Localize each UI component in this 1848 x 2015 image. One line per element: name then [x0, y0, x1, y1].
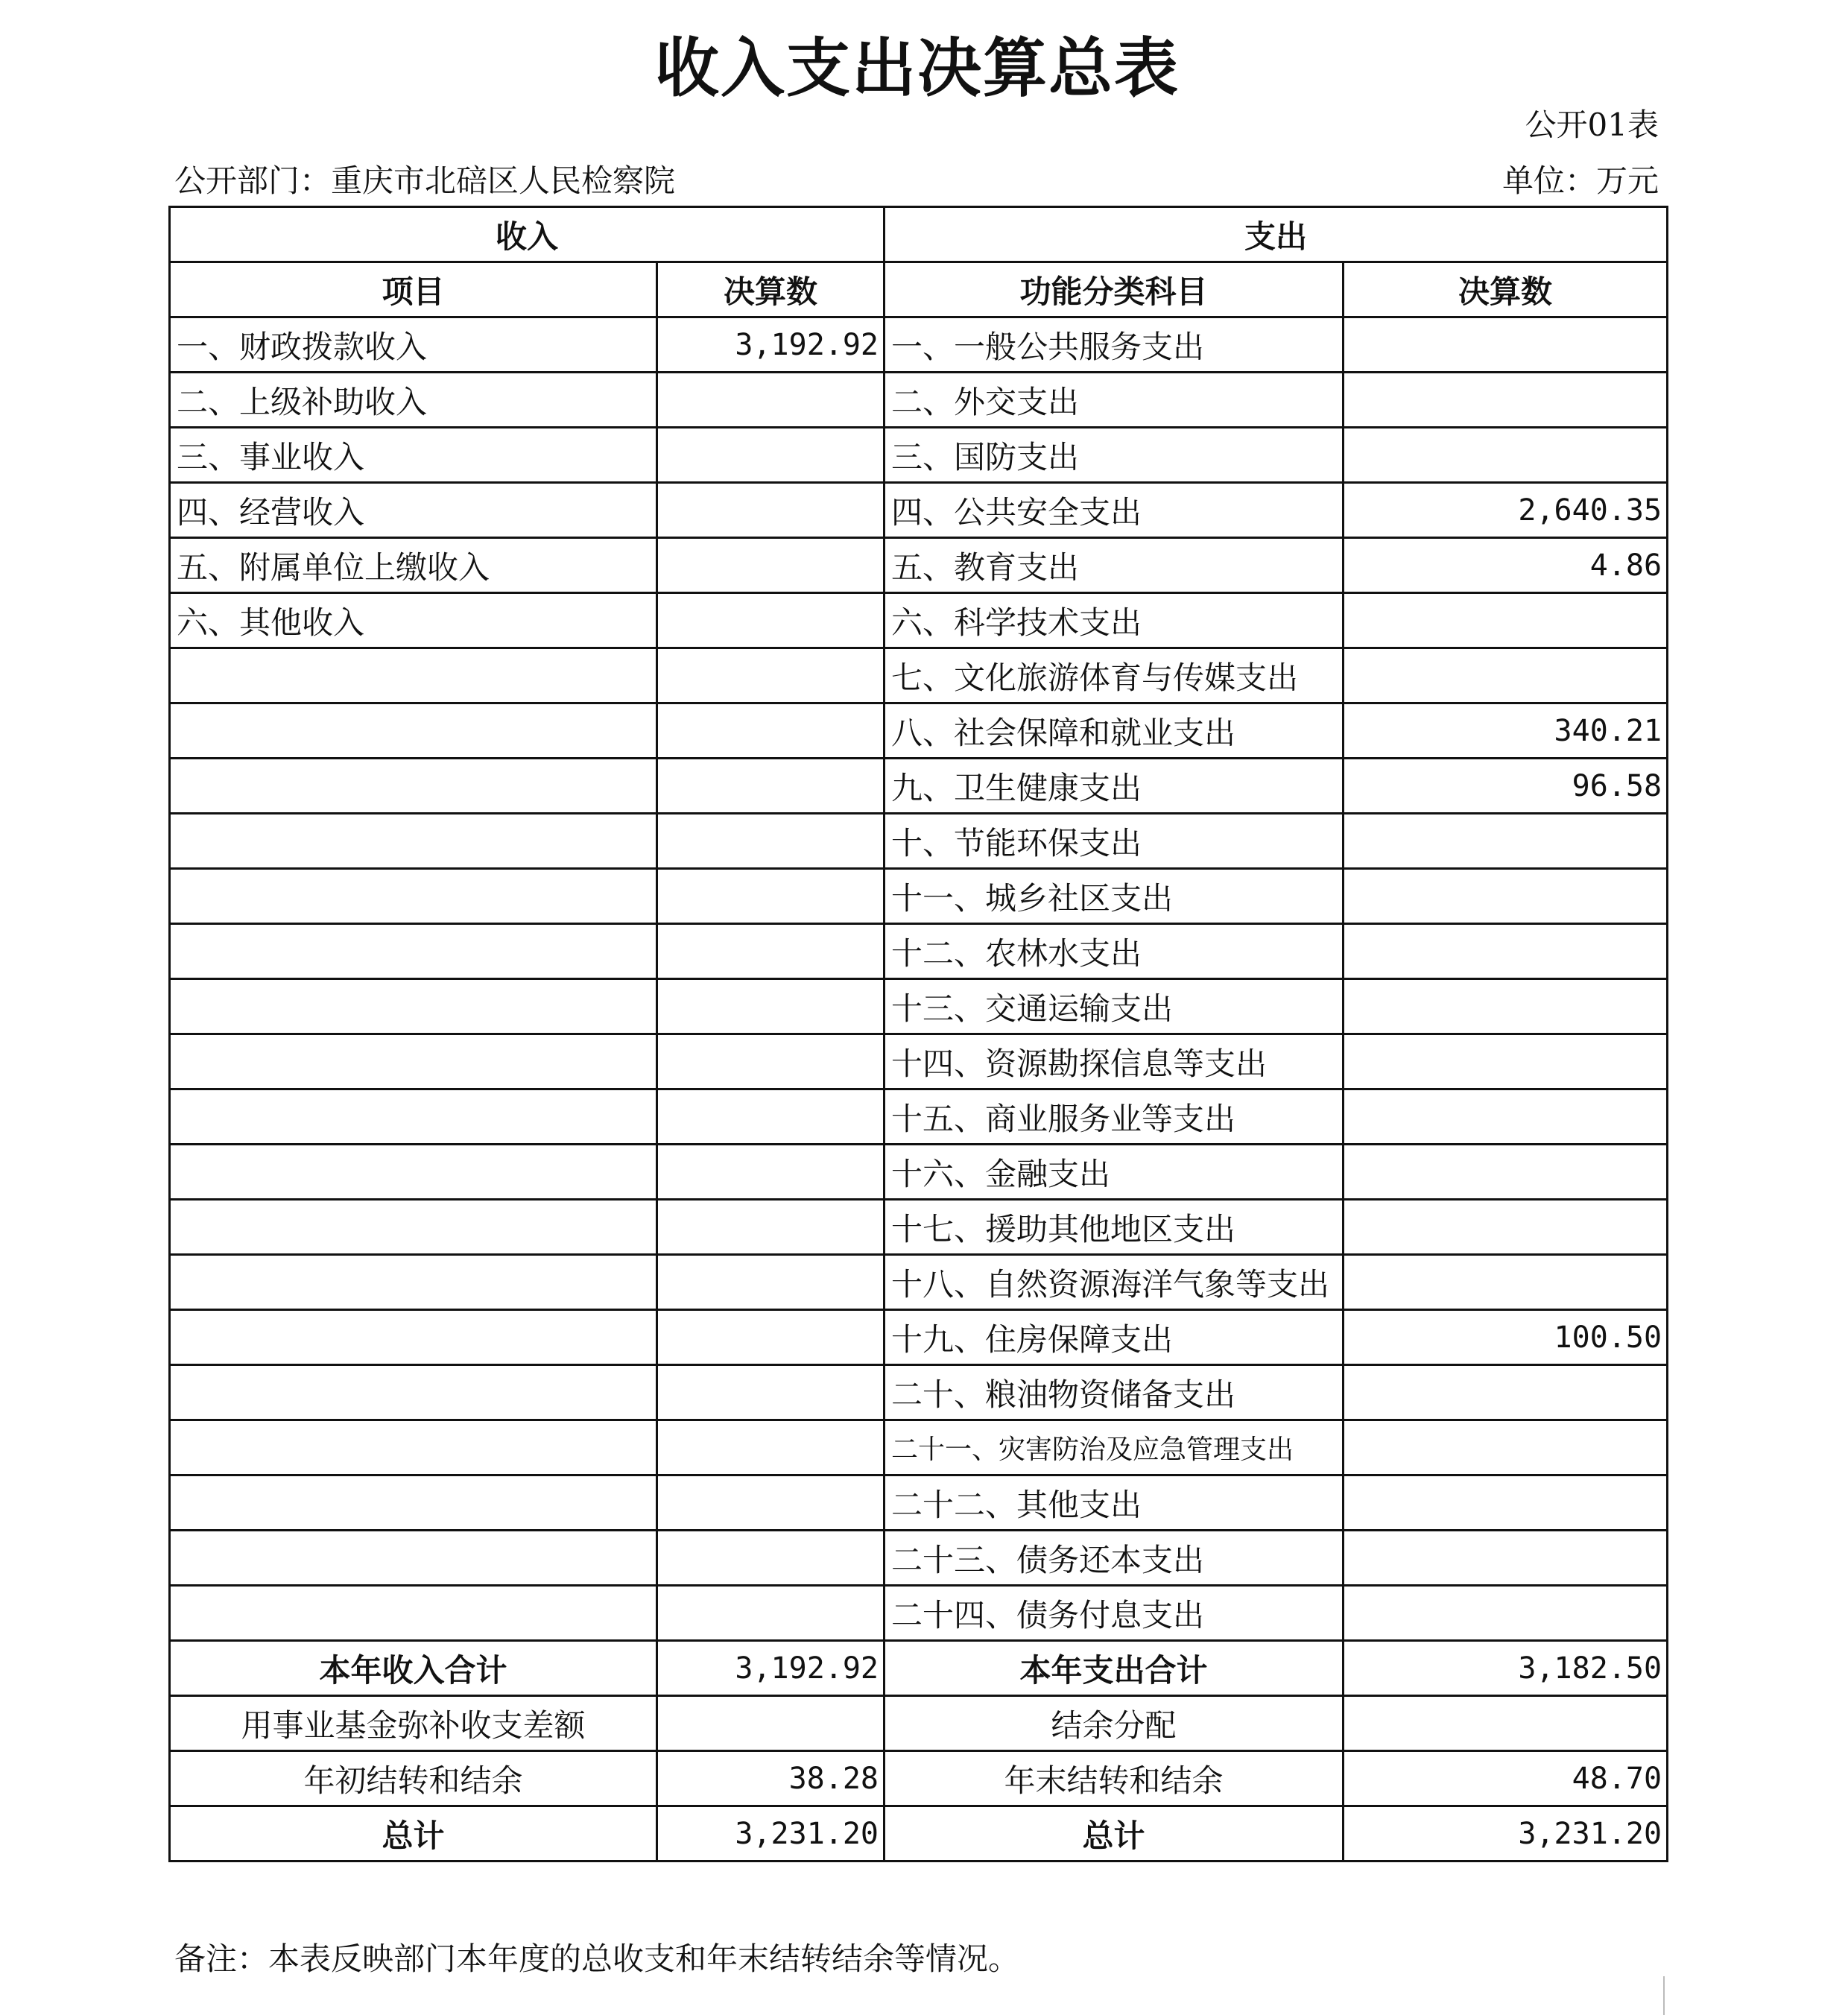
expense-item: 十三、交通运输支出 — [885, 979, 1344, 1034]
summary-income-amount: 3,192.92 — [657, 1641, 885, 1696]
expense-amount — [1344, 648, 1668, 703]
income-amount — [657, 1200, 885, 1255]
table-row — [170, 979, 1668, 1034]
income-item: 五、附属单位上缴收入 — [170, 538, 657, 593]
table-row — [170, 593, 1668, 648]
expense-amount — [1344, 1089, 1668, 1145]
table-row — [170, 1475, 1668, 1531]
expense-item: 十四、资源勘探信息等支出 — [885, 1034, 1344, 1089]
expense-amount — [1344, 1365, 1668, 1420]
income-amount — [657, 924, 885, 979]
summary-row — [170, 1806, 1668, 1861]
page-title: 收入支出决算总表 — [655, 31, 1180, 106]
expense-amount — [1344, 1200, 1668, 1255]
footnote: 备注：本表反映部门本年度的总收支和年末结转结余等情况。 — [174, 1940, 1020, 1977]
table-row — [170, 1531, 1668, 1586]
income-amount — [657, 703, 885, 759]
expense-amount — [1344, 1034, 1668, 1089]
income-amount — [657, 538, 885, 593]
function-header: 功能分类科目 — [885, 262, 1344, 317]
expense-amount — [1344, 869, 1668, 924]
table-row — [170, 759, 1668, 814]
summary-expense-label: 结余分配 — [885, 1696, 1344, 1751]
summary-row — [170, 1641, 1668, 1696]
expense-amount: 2,640.35 — [1344, 483, 1668, 538]
income-amount — [657, 1089, 885, 1145]
table-row — [170, 1255, 1668, 1310]
table-row — [170, 538, 1668, 593]
income-amount — [657, 759, 885, 814]
table-row — [170, 869, 1668, 924]
table-row — [170, 1089, 1668, 1145]
expense-amount — [1344, 593, 1668, 648]
expense-item: 二、外交支出 — [885, 373, 1344, 428]
income-item — [170, 814, 657, 869]
income-item — [170, 1365, 657, 1420]
budget-table — [168, 206, 1668, 1862]
summary-expense-amount — [1344, 1696, 1668, 1751]
amount-header: 决算数 — [657, 262, 885, 317]
income-amount — [657, 1310, 885, 1365]
expense-amount — [1344, 1475, 1668, 1531]
income-amount — [657, 483, 885, 538]
expense-item: 八、社会保障和就业支出 — [885, 703, 1344, 759]
expense-amount — [1344, 1255, 1668, 1310]
expense-amount — [1344, 373, 1668, 428]
summary-expense-amount: 3,231.20 — [1344, 1806, 1668, 1861]
expense-item: 九、卫生健康支出 — [885, 759, 1344, 814]
income-item — [170, 1200, 657, 1255]
summary-row — [170, 1751, 1668, 1806]
expense-item: 十九、住房保障支出 — [885, 1310, 1344, 1365]
summary-income-label: 用事业基金弥补收支差额 — [170, 1696, 657, 1751]
income-amount — [657, 1034, 885, 1089]
expense-amount: 100.50 — [1344, 1310, 1668, 1365]
income-item: 一、财政拨款收入 — [170, 317, 657, 373]
expense-item: 二十四、债务付息支出 — [885, 1586, 1344, 1641]
expense-amount: 96.58 — [1344, 759, 1668, 814]
income-item — [170, 703, 657, 759]
table-row — [170, 1034, 1668, 1089]
expense-amount — [1344, 924, 1668, 979]
amount-header-2: 决算数 — [1344, 262, 1668, 317]
income-item — [170, 1531, 657, 1586]
income-item — [170, 759, 657, 814]
unit-label: 单位：万元 — [1502, 162, 1659, 199]
summary-income-label: 年初结转和结余 — [170, 1751, 657, 1806]
income-item — [170, 1310, 657, 1365]
income-amount — [657, 1531, 885, 1586]
income-item: 四、经营收入 — [170, 483, 657, 538]
table-row — [170, 483, 1668, 538]
expense-item: 十六、金融支出 — [885, 1145, 1344, 1200]
expense-amount — [1344, 979, 1668, 1034]
expense-item: 二十二、其他支出 — [885, 1475, 1344, 1531]
expense-amount — [1344, 1531, 1668, 1586]
page-edge-divider — [1663, 1976, 1665, 2015]
income-amount — [657, 1475, 885, 1531]
income-item — [170, 648, 657, 703]
income-item: 六、其他收入 — [170, 593, 657, 648]
income-header: 收入 — [170, 207, 885, 262]
expense-item: 十一、城乡社区支出 — [885, 869, 1344, 924]
summary-row — [170, 1696, 1668, 1751]
expense-amount — [1344, 317, 1668, 373]
summary-income-amount: 3,231.20 — [657, 1806, 885, 1861]
table-row — [170, 1586, 1668, 1641]
income-amount — [657, 1255, 885, 1310]
summary-income-label: 总计 — [170, 1806, 657, 1861]
table-row — [170, 1310, 1668, 1365]
summary-expense-amount: 48.70 — [1344, 1751, 1668, 1806]
table-row — [170, 317, 1668, 373]
income-amount — [657, 814, 885, 869]
table-row — [170, 1145, 1668, 1200]
table-row — [170, 1365, 1668, 1420]
expense-item: 二十一、灾害防治及应急管理支出 — [885, 1420, 1344, 1475]
expense-item: 十二、农林水支出 — [885, 924, 1344, 979]
table-row — [170, 924, 1668, 979]
expense-item: 四、公共安全支出 — [885, 483, 1344, 538]
income-item — [170, 1586, 657, 1641]
income-item — [170, 1255, 657, 1310]
income-amount — [657, 648, 885, 703]
expense-item: 五、教育支出 — [885, 538, 1344, 593]
income-amount — [657, 1586, 885, 1641]
item-header: 项目 — [170, 262, 657, 317]
expense-amount — [1344, 1145, 1668, 1200]
table-row — [170, 703, 1668, 759]
table-row — [170, 1420, 1668, 1475]
expense-amount — [1344, 814, 1668, 869]
income-item — [170, 1034, 657, 1089]
income-item: 三、事业收入 — [170, 428, 657, 483]
expense-item: 二十、粮油物资储备支出 — [885, 1365, 1344, 1420]
income-item — [170, 979, 657, 1034]
expense-amount — [1344, 1586, 1668, 1641]
income-item: 二、上级补助收入 — [170, 373, 657, 428]
expense-amount: 4.86 — [1344, 538, 1668, 593]
income-item — [170, 1089, 657, 1145]
expense-amount — [1344, 1420, 1668, 1475]
income-amount — [657, 869, 885, 924]
income-amount — [657, 1145, 885, 1200]
department-label: 公开部门：重庆市北碚区人民检察院 — [174, 162, 676, 199]
income-amount — [657, 1420, 885, 1475]
income-amount — [657, 428, 885, 483]
expense-amount — [1344, 428, 1668, 483]
expense-amount: 340.21 — [1344, 703, 1668, 759]
table-row — [170, 648, 1668, 703]
income-item — [170, 1420, 657, 1475]
summary-expense-label: 年末结转和结余 — [885, 1751, 1344, 1806]
expense-item: 七、文化旅游体育与传媒支出 — [885, 648, 1344, 703]
income-amount — [657, 979, 885, 1034]
table-row — [170, 428, 1668, 483]
income-amount — [657, 593, 885, 648]
expense-item: 一、一般公共服务支出 — [885, 317, 1344, 373]
expense-item: 十、节能环保支出 — [885, 814, 1344, 869]
income-amount — [657, 373, 885, 428]
table-row — [170, 1200, 1668, 1255]
summary-income-label: 本年收入合计 — [170, 1641, 657, 1696]
expense-item: 十八、自然资源海洋气象等支出 — [885, 1255, 1344, 1310]
income-item — [170, 1145, 657, 1200]
income-amount — [657, 1365, 885, 1420]
table-row — [170, 373, 1668, 428]
income-item — [170, 1475, 657, 1531]
summary-expense-amount: 3,182.50 — [1344, 1641, 1668, 1696]
income-item — [170, 924, 657, 979]
table-row — [170, 814, 1668, 869]
expense-item: 三、国防支出 — [885, 428, 1344, 483]
expense-item: 十七、援助其他地区支出 — [885, 1200, 1344, 1255]
expense-header: 支出 — [885, 207, 1668, 262]
summary-income-amount: 38.28 — [657, 1751, 885, 1806]
income-item — [170, 869, 657, 924]
form-number: 公开01表 — [1525, 107, 1659, 143]
summary-expense-label: 总计 — [885, 1806, 1344, 1861]
expense-item: 六、科学技术支出 — [885, 593, 1344, 648]
expense-item: 二十三、债务还本支出 — [885, 1531, 1344, 1586]
section-header-row — [170, 207, 1668, 262]
expense-item: 十五、商业服务业等支出 — [885, 1089, 1344, 1145]
column-header-row — [170, 262, 1668, 317]
income-amount: 3,192.92 — [657, 317, 885, 373]
summary-expense-label: 本年支出合计 — [885, 1641, 1344, 1696]
summary-income-amount — [657, 1696, 885, 1751]
